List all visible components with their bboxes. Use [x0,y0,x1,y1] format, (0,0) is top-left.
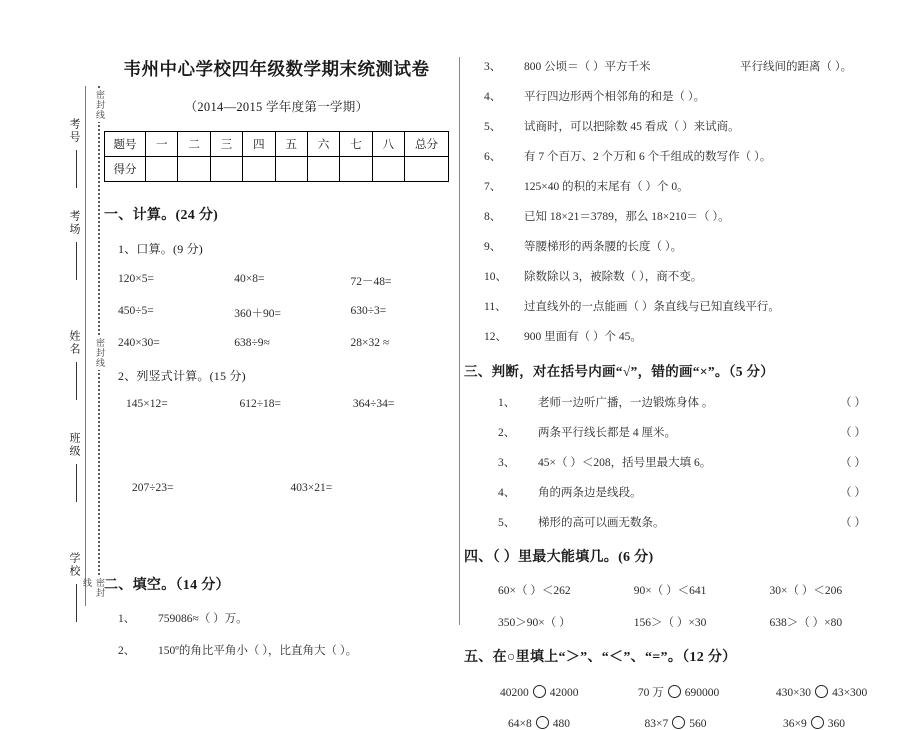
fill-blank-item [470,58,910,74]
column-calc-item: 612÷18= [239,398,281,410]
score-table-col-6: 七 [340,132,372,157]
oral-calc-item: 630÷3= [350,305,387,317]
max-fill-item: 638＞（ ）×80 [769,617,843,629]
item-text: 试商时，可以把除数 45 看成（ ）来试商。 [524,121,740,133]
max-fill-row [470,582,910,598]
student-field-exam-room: 考场 [68,210,80,236]
student-field-name-line [76,362,77,400]
item-number: 2、 [118,645,136,657]
compare-left: 40200 [500,687,529,699]
score-cell-2[interactable] [210,157,242,182]
score-cell-3[interactable] [243,157,275,182]
item-number: 4、 [498,487,516,499]
section-1-heading: 一、计算。(24 分) [104,208,219,223]
fill-blank-item [470,118,910,134]
page-subtitle: （2014—2015 学年度第一学期） [184,100,369,114]
score-table [104,131,449,182]
fill-blank-item [470,238,910,254]
student-field-name: 姓名 [68,330,80,356]
sealing-line-label-bottom: 密封线 [91,576,107,606]
oral-calc-item: 360＋90= [234,308,281,320]
student-field-exam-number: 考号 [68,118,80,144]
compare-item [775,716,910,730]
compare-item [776,685,910,699]
item-number: 1、 [498,397,516,409]
item-number: 7、 [484,181,502,193]
compare-right: 360 [827,718,846,730]
score-table-col-7: 八 [372,132,404,157]
max-fill-item: 350＞90×（ ） [498,617,571,629]
item-number: 5、 [484,121,502,133]
item-text: 900 里面有（ ）个 45。 [524,331,642,343]
sealing-solid-rule [85,86,86,606]
oral-calc-item: 40×8= [234,273,265,285]
item-text-extra: 平行线间的距离（ ）。 [740,61,853,73]
sealing-line-label-middle: 密封线 [91,336,107,370]
oral-calc-item: 28×32 ≈ [350,337,390,349]
answer-bracket[interactable]: （ ） [840,487,866,499]
compare-item [639,716,776,730]
score-cell-5[interactable] [307,157,339,182]
item-text: 老师一边听广播，一边锻炼身体 。 [538,397,714,409]
item-number: 11、 [484,301,507,313]
item-text: 已知 18×21＝3789，那么 18×210＝（ ）。 [524,211,730,223]
score-table-col-0: 一 [146,132,178,157]
judgement-item [470,484,910,500]
judgement-item [470,394,910,410]
page-title: 韦州中心学校四年级数学期末统测试卷 [123,59,430,79]
score-table-col-5: 六 [307,132,339,157]
item-number: 4、 [484,91,502,103]
column-calc-item: 364÷34= [352,398,395,410]
score-table-col-3: 四 [243,132,275,157]
compare-circle[interactable] [815,685,828,698]
item-text: 平行四边形两个相邻角的和是（ ）。 [524,91,706,103]
item-text: 45×（ ）＜208，括号里最大填 6。 [538,457,712,469]
max-fill-item: 60×（ ）＜262 [498,585,571,597]
answer-bracket[interactable]: （ ） [840,397,866,409]
compare-row [470,684,910,700]
table-row-scores [105,157,449,182]
compare-left: 36×9 [783,718,807,730]
compare-item [470,685,638,699]
item-number: 1、 [118,613,136,625]
fill-blank-item [470,298,910,314]
compare-right: 42000 [549,687,579,699]
column-calc-row [104,482,449,494]
score-table-col-1: 二 [178,132,210,157]
score-table-col-2: 三 [210,132,242,157]
oral-calc-row [104,305,449,321]
item-number: 12、 [484,331,507,343]
section-5-heading: 五、在○里填上“＞”、“＜”、“=”。（12 分） [464,650,737,665]
score-cell-7[interactable] [372,157,404,182]
oral-calc-item: 638÷9≈ [234,337,270,349]
compare-left: 430×30 [775,687,812,699]
item-text: 过直线外的一点能画（ ）条直线与已知直线平行。 [524,301,780,313]
fill-blank-item [470,148,910,164]
answer-bracket[interactable]: （ ） [840,427,866,439]
compare-left: 83×7 [644,718,669,730]
oral-calc-item: 450÷5= [118,305,154,317]
item-number: 3、 [484,61,502,73]
score-cell-1[interactable] [178,157,210,182]
section-2-heading: 二、填空。（14 分） [104,578,230,593]
max-fill-item: 90×（ ）＜641 [633,585,707,597]
answer-bracket[interactable]: （ ） [840,517,866,529]
compare-circle[interactable] [672,716,685,729]
compare-right: 560 [689,718,707,730]
section-3-heading: 三、判断，对在括号内画“√”，错的画“×”。（5 分） [464,364,775,379]
max-fill-item: 156＞（ ）×30 [633,617,707,629]
score-table-col-total: 总分 [405,132,449,157]
judgement-item [470,514,910,530]
column-divider [459,57,460,625]
column-calc-item: 145×12= [126,398,168,410]
oral-calc-item: 240×30= [118,337,160,349]
item-number: 8、 [484,211,502,223]
item-number: 3、 [498,457,516,469]
item-text: 125×40 的积的末尾有（ ）个 0。 [524,181,689,193]
item-number: 5、 [498,517,516,529]
score-table-row-label-1: 得分 [105,157,146,182]
judgement-item [470,424,910,440]
section-4-heading: 四、（ ）里最大能填几。(6 分) [464,550,654,565]
compare-item [470,716,639,730]
item-text: 150º的角比平角小（ ），比直角大（ ）。 [158,645,358,657]
score-cell-total[interactable] [405,157,449,182]
compare-right: 43×300 [832,687,868,699]
oral-calc-item: 120×5= [118,273,154,285]
item-text: 梯形的高可以画无数条。 [538,517,665,529]
student-field-class: 班级 [68,432,80,458]
column-calc-item: 403×21= [290,482,333,494]
score-table-col-4: 五 [275,132,307,157]
fill-blank-item [104,642,449,658]
item-number: 6、 [484,151,502,163]
judgement-item [470,454,910,470]
score-cell-4[interactable] [275,157,307,182]
item-text: 除数除以 3，被除数（ ），商不变。 [524,271,703,283]
item-text: 800 公顷＝（ ）平方千米 [524,61,651,73]
item-text: 角的两条边是线段。 [538,487,642,499]
compare-circle[interactable] [536,716,549,729]
oral-calc-row [104,273,449,289]
item-number: 10、 [484,271,507,283]
fill-blank-item [470,88,910,104]
student-field-exam-number-line [76,150,77,188]
item-number: 9、 [484,241,502,253]
compare-row [470,716,910,730]
student-field-class-line [76,464,77,502]
fill-blank-item [470,268,910,284]
score-cell-6[interactable] [340,157,372,182]
right-column [464,40,910,730]
section-1-sub-1-heading: 1、口算。(9 分) [118,242,203,256]
sealing-line-label-top: 密封线 [91,88,107,122]
compare-item [638,684,776,700]
compare-left: 70 万 [637,687,664,699]
section-1-sub-2-heading: 2、列竖式计算。(15 分) [118,369,246,383]
compare-right: 480 [552,718,570,730]
oral-calc-row [104,337,449,349]
answer-bracket[interactable]: （ ） [840,457,866,469]
compare-circle[interactable] [668,685,681,698]
fill-blank-item [470,208,910,224]
fill-blank-item [470,328,910,344]
compare-circle[interactable] [533,685,546,698]
item-text: 两条平行线长都是 4 厘米。 [538,427,676,439]
item-text: 等腰梯形的两条腰的长度（ ）。 [524,241,683,253]
fill-blank-item [104,610,449,626]
left-column [104,40,449,657]
item-text: 759086≈（ ）万。 [158,613,248,625]
item-number: 2、 [498,427,516,439]
score-cell-0[interactable] [146,157,178,182]
max-fill-item: 30×（ ）＜206 [769,585,843,597]
column-calc-row [104,398,449,410]
fill-blank-item [470,178,910,194]
oral-calc-item: 72－48= [350,276,392,288]
student-field-school: 学校 [68,552,80,578]
compare-circle[interactable] [811,716,824,729]
student-field-exam-room-line [76,242,77,280]
max-fill-row [470,614,910,630]
table-row-header [105,132,449,157]
student-field-school-line [76,584,77,622]
score-table-row-label-0: 题号 [105,132,146,157]
column-calc-item: 207÷23= [132,482,174,494]
item-text: 有 7 个百万、2 个万和 6 个千组成的数写作（ ）。 [524,151,772,163]
compare-left: 64×8 [508,718,532,730]
compare-right: 690000 [684,687,720,699]
